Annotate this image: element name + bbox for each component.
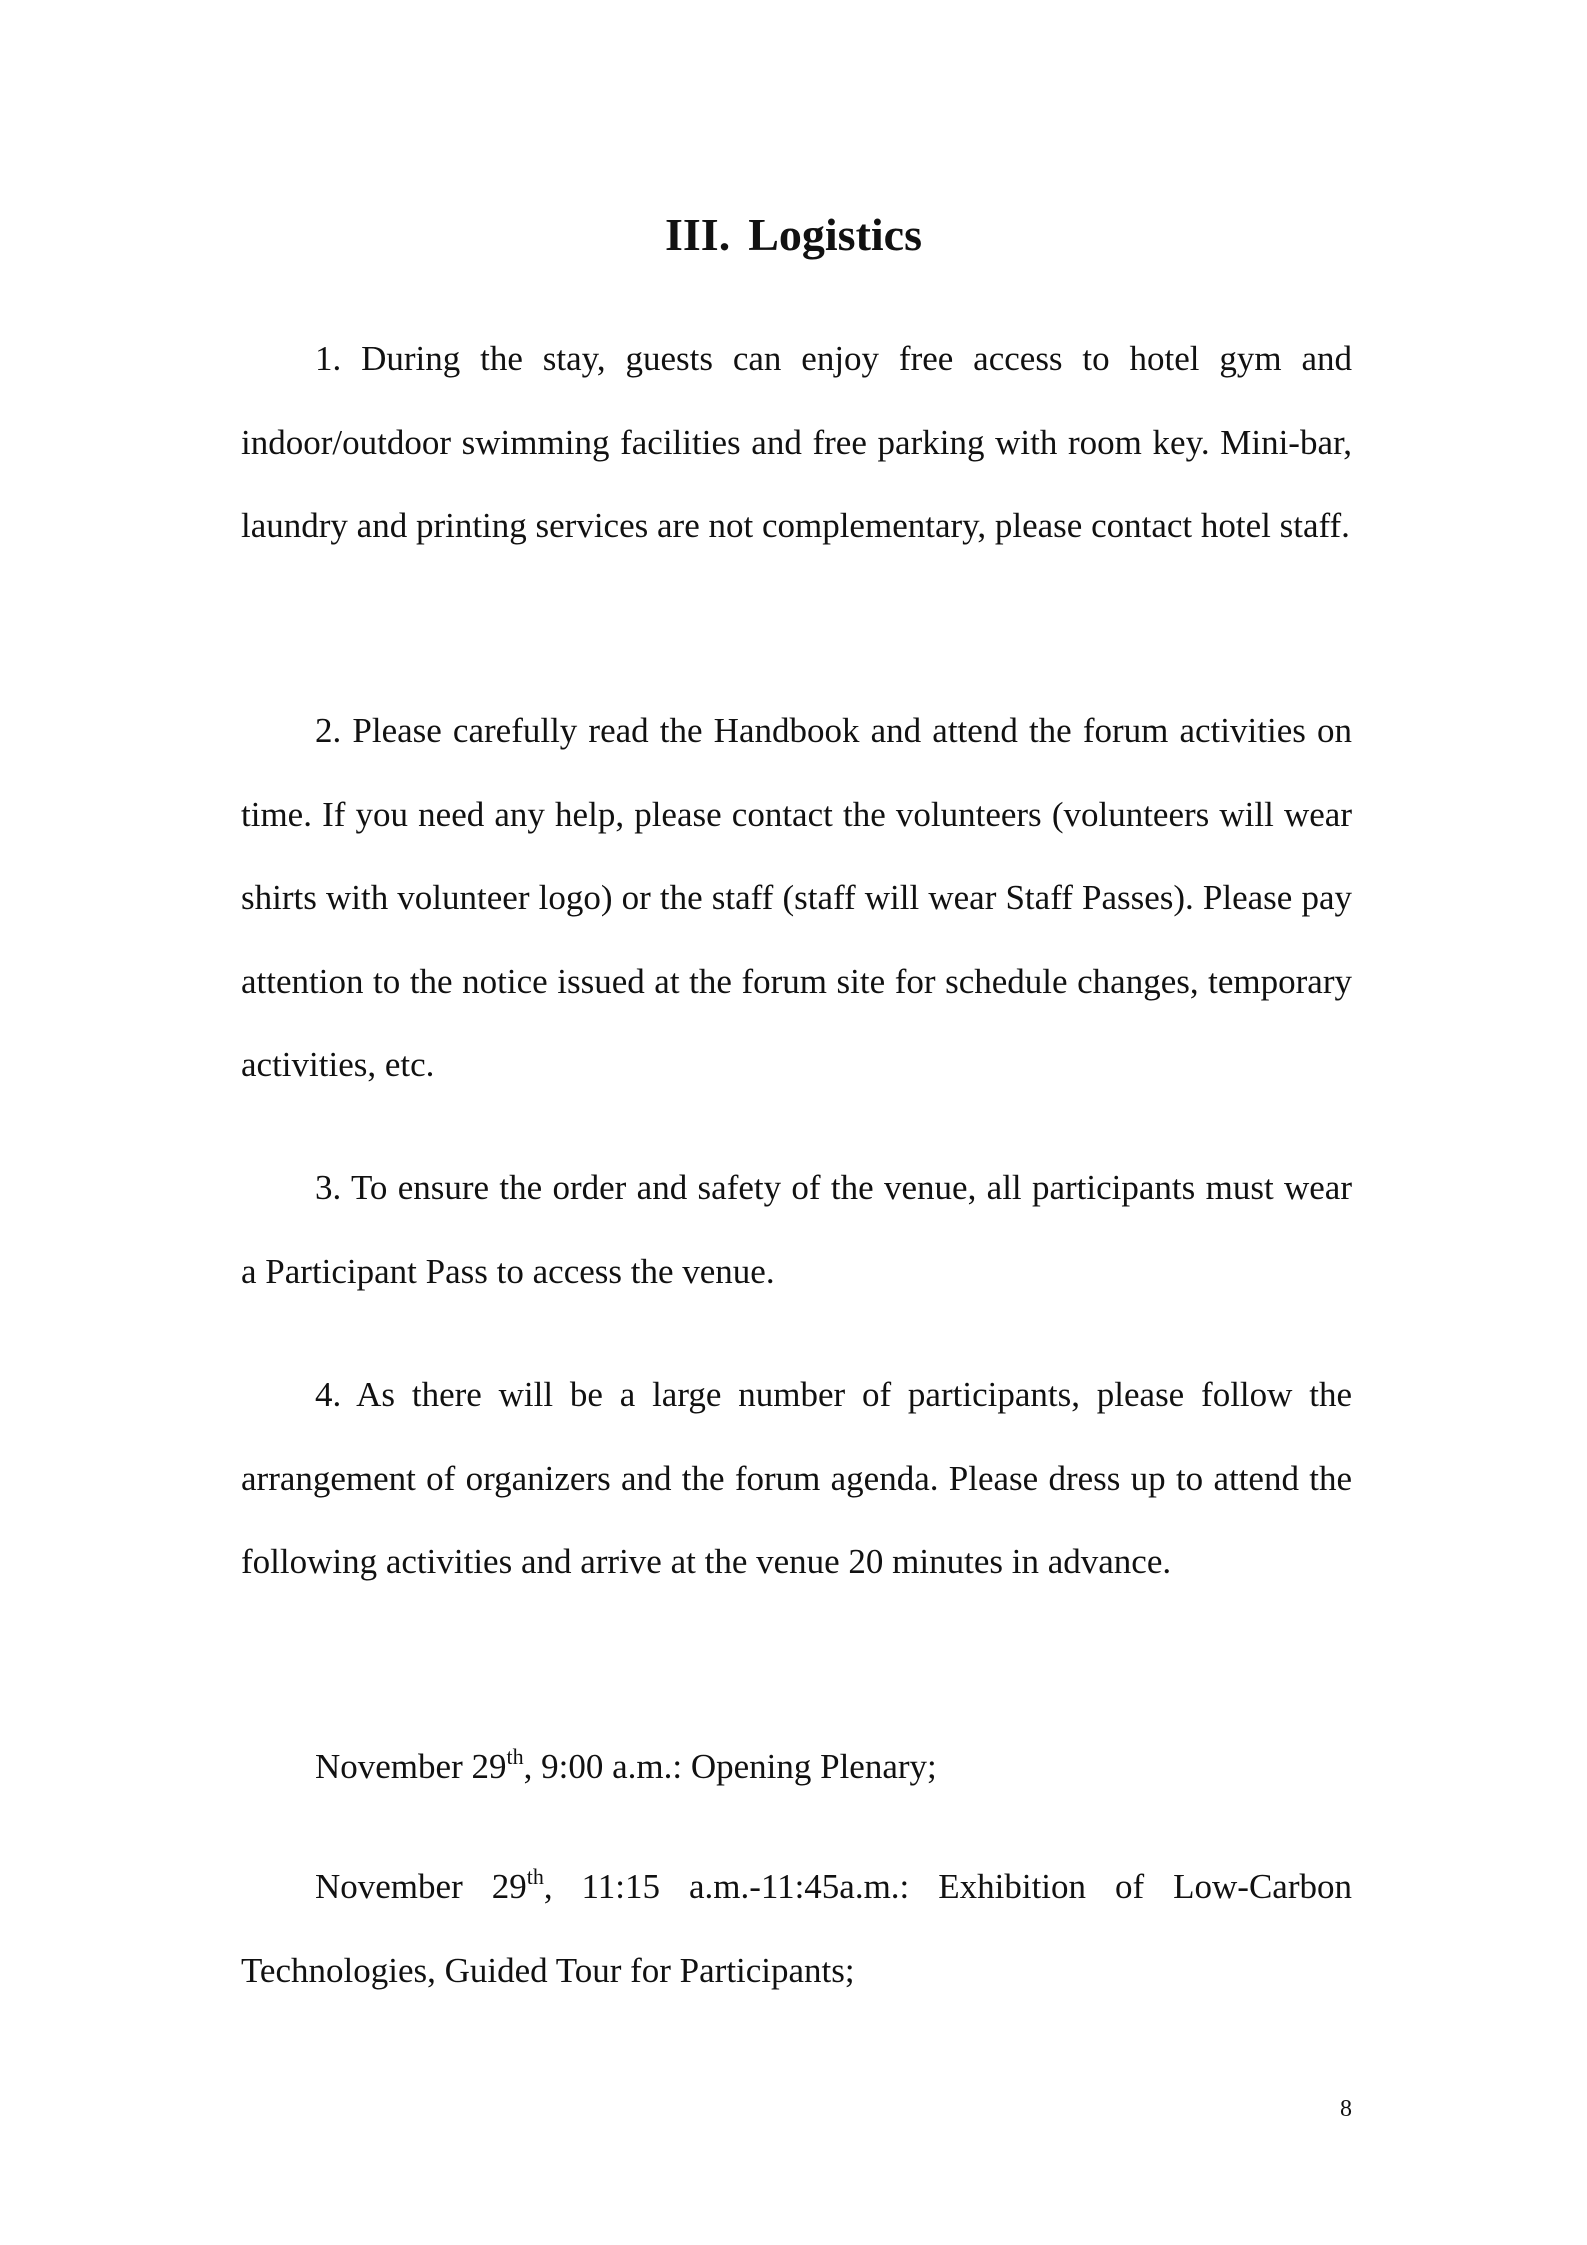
schedule-item-2-text: , 11:15 a.m.-11:45a.m.: Exhibition of Low-Carbon Technologies, Guided Tour for Participants; xyxy=(241,1867,1352,1990)
schedule-item-2-date: November 29 xyxy=(315,1867,527,1906)
schedule-item-2 xyxy=(241,1845,1352,2012)
paragraph-3: 3. To ensure the order and safety of the venue, all participants must wear a Participant Pass to access the venue. xyxy=(241,1168,1352,1291)
schedule-item-1-date: November 29 xyxy=(315,1747,507,1786)
section-heading xyxy=(0,205,1587,265)
schedule-item-1-text: , 9:00 a.m.: Opening Plenary; xyxy=(523,1747,937,1786)
paragraph-1: 1. During the stay, guests can enjoy free access to hotel gym and indoor/outdoor swimming facilities and free parking with room key. Mini-bar, laundry and printing services are not complementary, please contact hotel staff. xyxy=(241,339,1352,545)
paragraph-4: 4. As there will be a large number of participants, please follow the arrangement of organizers and the forum agenda. Please dress up to attend the following activities and arrive at the venue 20 minutes in advance. xyxy=(241,1375,1352,1581)
page-number: 8 xyxy=(1340,2096,1352,2122)
paragraph-2: 2. Please carefully read the Handbook and attend the forum activities on time. If you need any help, please contact the volunteers (volunteers will wear shirts with volunteer logo) or the staff (staff will wear Staff Passes). Please pay attention to the notice issued at the forum site for schedule changes, temporary activities, etc. xyxy=(241,711,1352,1084)
schedule-item-1 xyxy=(241,1725,1352,1809)
schedule-item-2-suffix: th xyxy=(526,1864,544,1889)
section-heading-text: Logistics xyxy=(748,209,922,260)
schedule-item-1-suffix: th xyxy=(506,1744,524,1769)
section-heading-number: III. xyxy=(665,209,731,260)
